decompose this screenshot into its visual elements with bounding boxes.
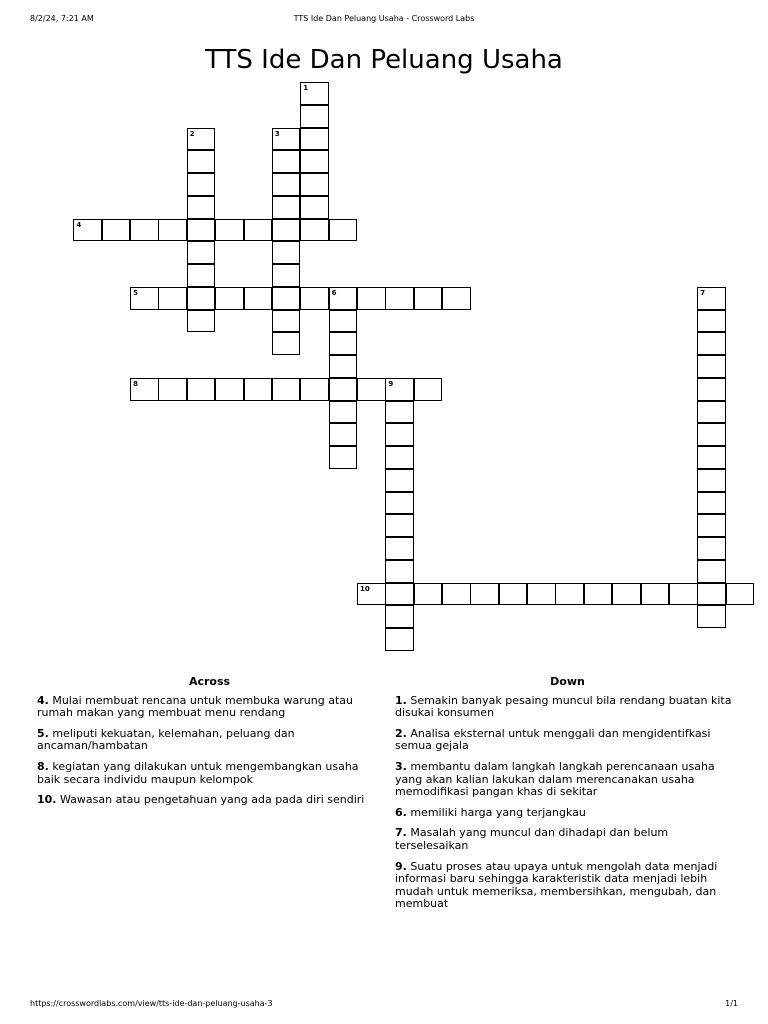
grid-cell[interactable] [272,196,301,219]
grid-cell[interactable] [697,560,726,583]
grid-cell[interactable] [329,332,358,355]
print-url: https://crosswordlabs.com/view/tts-ide-dan-peluang-usaha-3 [30,999,273,1008]
grid-cell[interactable] [300,378,329,401]
grid-cell[interactable] [272,264,301,287]
clue-number: 2 [189,129,195,138]
print-page-number: 1/1 [725,999,738,1008]
grid-cell[interactable] [499,583,528,606]
grid-cell[interactable] [527,583,556,606]
grid-cell[interactable] [329,219,358,242]
grid-cell[interactable] [244,287,273,310]
grid-cell[interactable] [697,332,726,355]
across-clue [37,695,382,720]
grid-cell[interactable] [697,287,726,310]
grid-cell[interactable] [187,173,216,196]
grid-cell[interactable] [697,401,726,424]
across-heading: Across [188,675,231,688]
clue-number: 4 [76,220,82,229]
clue-text: Semakin banyak pesaing muncul bila rendang buatan kita disukai konsumen [395,693,732,720]
grid-cell[interactable] [158,287,187,310]
print-page-title: TTS Ide Dan Peluang Usaha - Crossword Labs [293,14,475,23]
grid-cell[interactable] [697,514,726,537]
down-clue [395,761,740,799]
grid-cell[interactable] [697,310,726,333]
grid-cell[interactable] [300,128,329,151]
clue-text: Mulai membuat rencana untuk membuka warung atau rumah makan yang membuat menu rendang [37,693,353,720]
clue-number: 6. [395,805,407,819]
clue-number: 1. [395,693,407,707]
grid-cell[interactable] [385,378,414,401]
grid-cell[interactable] [187,264,216,287]
grid-cell[interactable] [385,537,414,560]
clue-text: Suatu proses atau upaya untuk mengolah data menjadi informasi baru sehingga karakteristik data menjadi lebih mudah untuk memeriksa, membersihkan, mengubah, dan membuat [395,859,718,911]
grid-cell[interactable] [470,583,499,606]
grid-cell[interactable] [187,219,216,242]
grid-cell[interactable] [385,514,414,537]
grid-cell[interactable] [385,492,414,515]
down-clue [395,827,740,852]
grid-cell[interactable] [272,310,301,333]
clue-number: 10. [37,793,57,807]
grid-cell[interactable] [385,423,414,446]
grid-cell[interactable] [272,150,301,173]
grid-cell[interactable] [584,583,613,606]
grid-cell[interactable] [300,173,329,196]
grid-cell[interactable] [357,287,386,310]
clue-number: 2. [395,726,407,740]
down-clues [395,676,740,919]
grid-cell[interactable] [158,378,187,401]
clue-text: Wawasan atau pengetahuan yang ada pada diri sendiri [60,793,365,807]
grid-cell[interactable] [697,583,726,606]
clue-text: kegiatan yang dilakukan untuk mengembangkan usaha baik secara individu maupun kelompok [37,759,359,786]
clue-number: 7. [395,826,407,840]
grid-cell[interactable] [697,378,726,401]
grid-cell[interactable] [187,310,216,333]
grid-cell[interactable] [272,332,301,355]
grid-cell[interactable] [329,401,358,424]
clue-number: 3. [395,759,407,773]
clue-number: 8 [133,379,138,388]
down-clue [395,861,740,911]
grid-cell[interactable] [329,378,358,401]
grid-cell[interactable] [414,378,443,401]
clue-number: 5. [37,726,49,740]
grid-cell[interactable] [414,583,443,606]
grid-cell[interactable] [612,583,641,606]
grid-cell[interactable] [385,287,414,310]
grid-cell[interactable] [385,446,414,469]
across-clues [37,676,382,815]
across-clue [37,728,382,753]
grid-cell[interactable] [357,378,386,401]
grid-cell[interactable] [272,378,301,401]
grid-cell[interactable] [244,378,273,401]
grid-cell[interactable] [272,173,301,196]
clue-text: Masalah yang muncul dan dihadapi dan belum terselesaikan [395,826,669,852]
clue-number: 1 [303,84,309,92]
grid-cell[interactable] [187,241,216,264]
grid-cell[interactable] [385,605,414,628]
grid-cell[interactable] [385,560,414,583]
grid-cell[interactable] [329,355,358,378]
clue-number: 9 [388,379,394,388]
grid-cell[interactable] [641,583,670,606]
grid-cell[interactable] [697,423,726,446]
clue-number: 6 [331,288,337,297]
grid-cell[interactable] [329,446,358,469]
grid-cell[interactable] [102,219,131,242]
grid-cell[interactable] [329,310,358,333]
grid-cell[interactable] [669,583,698,606]
grid-cell[interactable] [726,583,755,606]
grid-cell[interactable] [697,537,726,560]
clue-number: 10 [359,584,370,593]
grid-cell[interactable] [300,82,329,105]
clue-text: meliputi kekuatan, kelemahan, peluang dan ancaman/hambatan [37,726,295,753]
grid-cell[interactable] [215,219,244,242]
grid-cell[interactable] [272,128,301,151]
grid-cell[interactable] [300,196,329,219]
grid-cell[interactable] [697,446,726,469]
grid-cell[interactable] [555,583,584,606]
clue-text: memiliki harga yang terjangkau [410,805,586,819]
across-clue [37,761,382,786]
grid-cell[interactable] [442,583,471,606]
grid-cell[interactable] [187,150,216,173]
grid-cell[interactable] [272,219,301,242]
grid-cell[interactable] [187,378,216,401]
clue-number: 8. [37,759,49,773]
down-clue [395,695,740,720]
grid-cell[interactable] [130,287,159,310]
grid-cell[interactable] [414,287,443,310]
clue-number: 3 [274,129,280,138]
clue-number: 4. [37,693,49,707]
grid-cell[interactable] [357,583,386,606]
grid-cell[interactable] [73,219,102,242]
puzzle-title: TTS Ide Dan Peluang Usaha [205,45,563,76]
down-heading: Down [550,675,585,688]
grid-cell[interactable] [697,492,726,515]
grid-cell[interactable] [187,196,216,219]
grid-cell[interactable] [244,219,273,242]
grid-cell[interactable] [215,378,244,401]
grid-cell[interactable] [329,423,358,446]
grid-cell[interactable] [130,378,159,401]
grid-cell[interactable] [272,241,301,264]
grid-cell[interactable] [300,219,329,242]
clue-number: 9. [395,859,407,873]
grid-cell[interactable] [215,287,244,310]
grid-cell[interactable] [300,105,329,128]
grid-cell[interactable] [300,287,329,310]
down-clue [395,807,740,820]
grid-cell[interactable] [130,219,159,242]
grid-cell[interactable] [385,401,414,424]
grid-cell[interactable] [272,287,301,310]
grid-cell[interactable] [158,219,187,242]
grid-cell[interactable] [385,628,414,651]
clue-number: 7 [700,288,706,297]
print-datetime: 8/2/24, 7:21 AM [30,14,94,23]
down-clue [395,728,740,753]
across-clue [37,794,382,807]
grid-cell[interactable] [697,355,726,378]
clue-text: membantu dalam langkah langkah perencanaan usaha yang akan kalian lakukan dalam merencanakan usaha memodifikasi pangan khas di sekitar [395,759,715,799]
clue-text: Analisa eksternal untuk menggali dan mengidentifkasi semua gejala [395,726,711,753]
grid-cell[interactable] [187,287,216,310]
grid-cell[interactable] [385,583,414,606]
clue-number: 5 [133,288,138,297]
grid-cell[interactable] [385,469,414,492]
grid-cell[interactable] [300,150,329,173]
grid-cell[interactable] [329,287,358,310]
grid-cell[interactable] [187,128,216,151]
grid-cell[interactable] [697,469,726,492]
grid-cell[interactable] [442,287,471,310]
grid-cell[interactable] [697,605,726,628]
